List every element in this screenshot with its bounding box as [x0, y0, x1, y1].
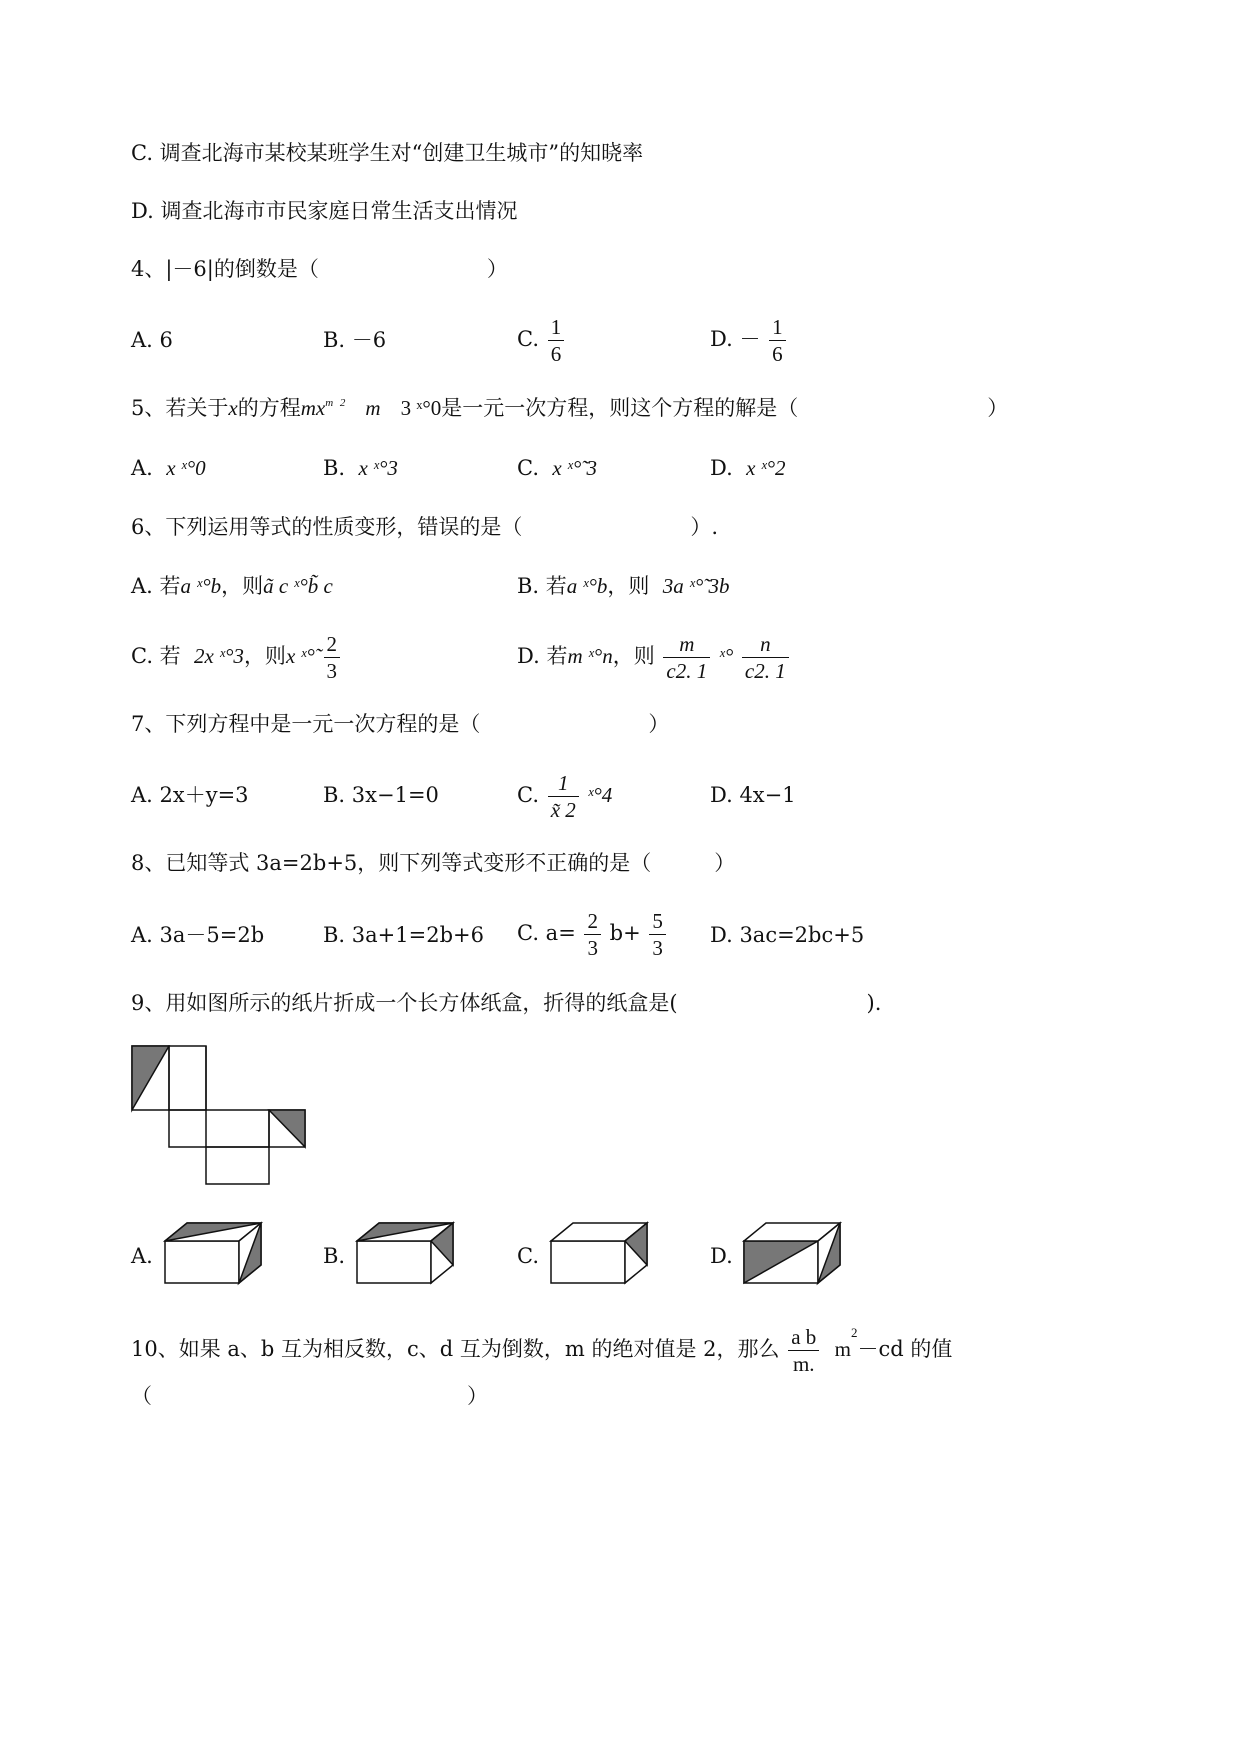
q6-option-d-fraction-right: $\frac{n}{c2. 1}$ [742, 633, 789, 682]
q8-option-c[interactable]: C. a= $\frac{2}{3}$ b+ $\frac{5}{3}$ [517, 910, 668, 959]
q6-stem: 6、下列运用等式的性质变形，错误的是（ ）. [131, 515, 719, 539]
q7-option-a[interactable]: A. 2x＋y=3 [131, 783, 249, 807]
q4-option-d-label: D. － [710, 327, 761, 352]
q8-option-c-fraction-1: $\frac{2}{3}$ [584, 910, 601, 959]
q4-option-d[interactable] [710, 316, 788, 365]
q3-option-d[interactable]: D. 调查北海市市民家庭日常生活支出情况 [131, 199, 518, 223]
net-face-3 [169, 1110, 269, 1147]
net-shaded-triangle-2 [269, 1110, 305, 1147]
q6-option-b[interactable]: B. 若a ˣ°b，则 3a ˣ°̃ 3b [517, 574, 730, 598]
q5-stem: 5、若关于x的方程$mx^m$ $^2$ m 3 ˣ°0是一元一次方程，则这个方程的解是（ ） [131, 396, 1009, 420]
q9-option-d-box[interactable] [744, 1221, 844, 1283]
q4-stem: 4、|－6|的倒数是（ ） [131, 257, 508, 281]
q10-stem: 10、如果 a、b 互为相反数，c、d 互为倒数，m 的绝对值是 2，那么 $\frac{\text{a b}}{m.}$ $m^2-cd$ 的值 [131, 1325, 953, 1377]
q9-net-figure [132, 1046, 312, 1186]
q4-option-b[interactable]: B. －6 [323, 328, 387, 352]
q9-option-c-label[interactable]: C. [517, 1244, 539, 1268]
q9-option-d-label[interactable]: D. [710, 1244, 733, 1268]
q8-option-c-fraction-2: $\frac{5}{3}$ [649, 910, 666, 959]
q7-stem: 7、下列方程中是一元一次方程的是（ ） [131, 712, 670, 736]
q5-option-d[interactable]: D. x ˣ°2 [710, 456, 786, 480]
q6-option-c[interactable]: C. 若 2x ˣ°3，则x ˣ°̃ $\frac{2}{3}$ [131, 633, 342, 682]
q6-option-d-fraction-left: $\frac{m}{c2. 1}$ [663, 633, 710, 682]
net-face-4 [206, 1147, 269, 1184]
q9-option-b-label[interactable]: B. [323, 1244, 346, 1268]
q4-option-c[interactable] [517, 316, 566, 365]
q8-option-b[interactable]: B. 3a+1=2b+6 [323, 923, 484, 947]
q4-option-d-fraction: $\frac{1}{6}$ [769, 316, 786, 365]
q7-option-c[interactable]: C. $\frac{1}{x̃ 2}$ ˣ°4 [517, 771, 613, 823]
q8-option-d[interactable]: D. 3ac=2bc+5 [710, 923, 865, 947]
net-shaded-triangle-1 [132, 1046, 169, 1110]
q4-option-c-label: C. [517, 327, 539, 352]
q8-option-a[interactable]: A. 3a－5=2b [131, 923, 265, 947]
q5-option-c[interactable]: C. x ˣ°̃ 3 [517, 456, 598, 480]
net-face-2 [169, 1046, 206, 1110]
q6-option-a[interactable]: A. 若a ˣ°b，则ã c ˣ°b̃ c [131, 574, 333, 598]
q5-option-b[interactable]: B. x ˣ°3 [323, 456, 398, 480]
q5-option-a[interactable]: A. x ˣ°0 [131, 456, 206, 480]
q4-option-c-fraction: $\frac{1}{6}$ [548, 316, 565, 365]
q7-option-d[interactable]: D. 4x−1 [710, 783, 796, 807]
q10-answer-blank[interactable]: （ ） [131, 1384, 488, 1408]
q10-fraction: $\frac{\text{a b}}{m.}$ [788, 1326, 819, 1375]
q9-option-a-box[interactable] [165, 1221, 265, 1283]
q9-option-c-box[interactable] [551, 1221, 651, 1283]
q8-stem: 8、已知等式 3a=2b+5，则下列等式变形不正确的是（ ） [131, 851, 736, 875]
q6-option-d[interactable]: D. 若m ˣ°n，则 $\frac{m}{c2. 1}$ ˣ° $\frac{n}{c2. 1}$ [517, 633, 791, 682]
q7-option-b[interactable]: B. 3x−1=0 [323, 783, 439, 807]
q9-option-b-box[interactable] [357, 1221, 457, 1283]
q4-option-a[interactable]: A. 6 [131, 328, 173, 352]
q9-stem: 9、用如图所示的纸片折成一个长方体纸盒，折得的纸盒是( ). [131, 991, 882, 1015]
q6-option-c-fraction: $\frac{2}{3}$ [324, 633, 341, 682]
q7-option-c-fraction: $\frac{1}{x̃ 2}$ [548, 772, 579, 821]
q3-option-c[interactable]: C. 调查北海市某校某班学生对“创建卫生城市”的知晓率 [131, 141, 644, 165]
q9-option-a-label[interactable]: A. [131, 1244, 153, 1268]
